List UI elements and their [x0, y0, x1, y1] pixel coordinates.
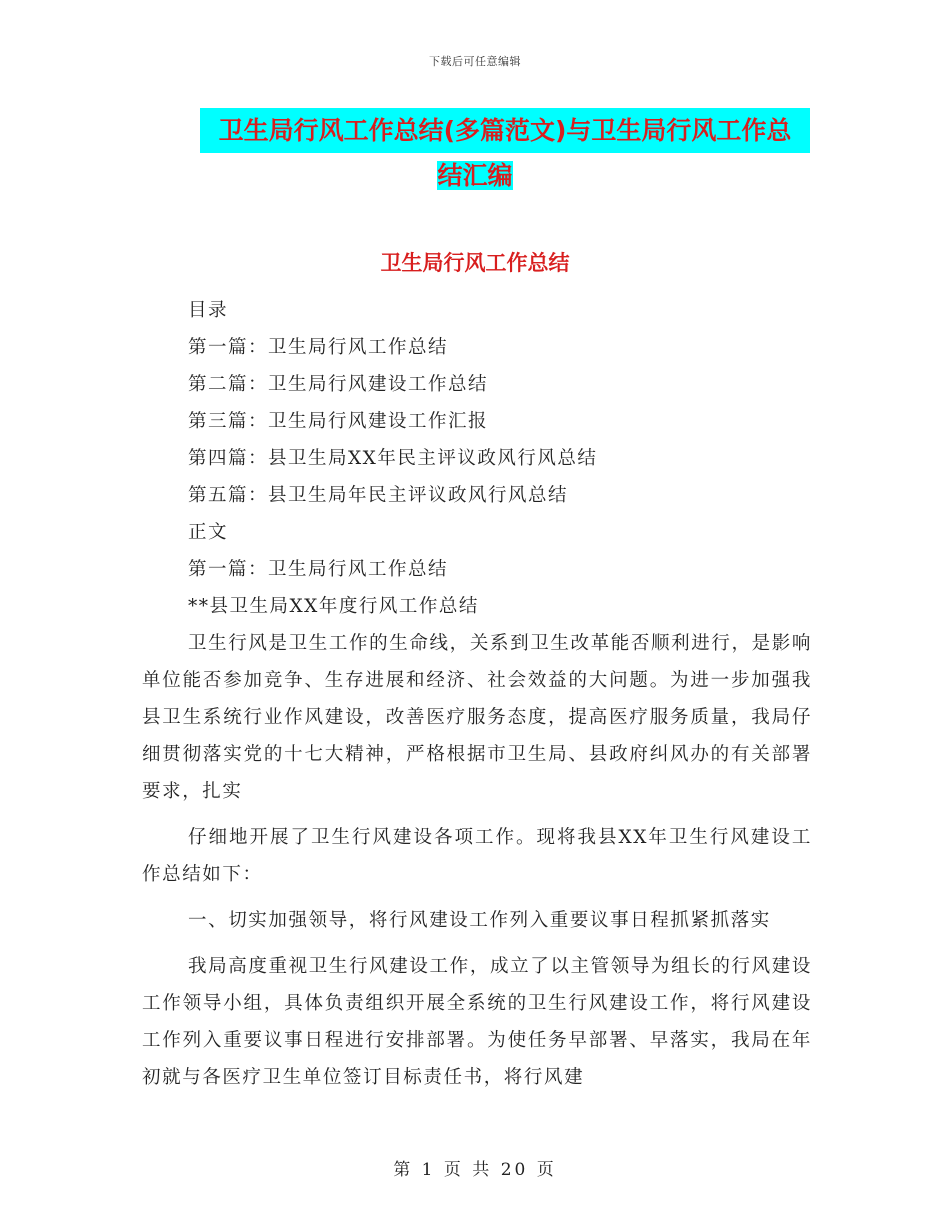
- body-text: [142, 625, 812, 1105]
- toc-item: 第一篇：卫生局行风工作总结: [188, 337, 449, 358]
- chapter-heading: 第一篇：卫生局行风工作总结: [188, 559, 449, 580]
- toc-item: 第四篇：县卫生局XX年民主评议政风行风总结: [188, 448, 598, 469]
- document-title: [140, 108, 810, 198]
- paragraph: 仔细地开展了卫生行风建设各项工作。现将我县XX年卫生行风建设工作总结如下：: [142, 827, 812, 885]
- body-heading: 正文: [188, 522, 229, 543]
- toc-item: 第三篇：卫生局行风建设工作汇报: [188, 411, 489, 432]
- paragraph: 一、切实加强领导，将行风建设工作列入重要议事日程抓紧抓落实: [188, 910, 771, 931]
- toc-item: 第二篇：卫生局行风建设工作总结: [188, 374, 489, 395]
- paragraph: 卫生行风是卫生工作的生命线，关系到卫生改革能否顺利进行，是影响单位能否参加竞争、生存进展和经济、社会效益的大问题。为进一步加强我县卫生系统行业作风建设，改善医疗服务态度，提高医疗服务质量，我局仔细贯彻落实党的十七大精神，严格根据市卫生局、县政府纠风办的有关部署要求，扎实: [142, 633, 812, 802]
- document-title-line-2: 结汇编: [437, 161, 513, 190]
- toc-heading: 目录: [188, 300, 229, 321]
- toc-item: 第五篇：县卫生局年民主评议政风行风总结: [188, 485, 569, 506]
- section-title: 卫生局行风工作总结: [380, 251, 570, 275]
- header-note: 下载后可任意编辑: [429, 55, 521, 68]
- page-footer: 第 1 页 共 20 页: [393, 1160, 557, 1180]
- document-title-line-1: 卫生局行风工作总结(多篇范文)与卫生局行风工作总: [200, 108, 810, 153]
- paragraph: 我局高度重视卫生行风建设工作，成立了以主管领导为组长的行风建设工作领导小组，具体负责组织开展全系统的卫生行风建设工作，将行风建设工作列入重要议事日程进行安排部署。为使任务早部署、早落实，我局在年初就与各医疗卫生单位签订目标责任书，将行风建: [142, 956, 812, 1088]
- table-of-contents: [188, 292, 828, 625]
- report-heading: **县卫生局XX年度行风工作总结: [188, 596, 479, 617]
